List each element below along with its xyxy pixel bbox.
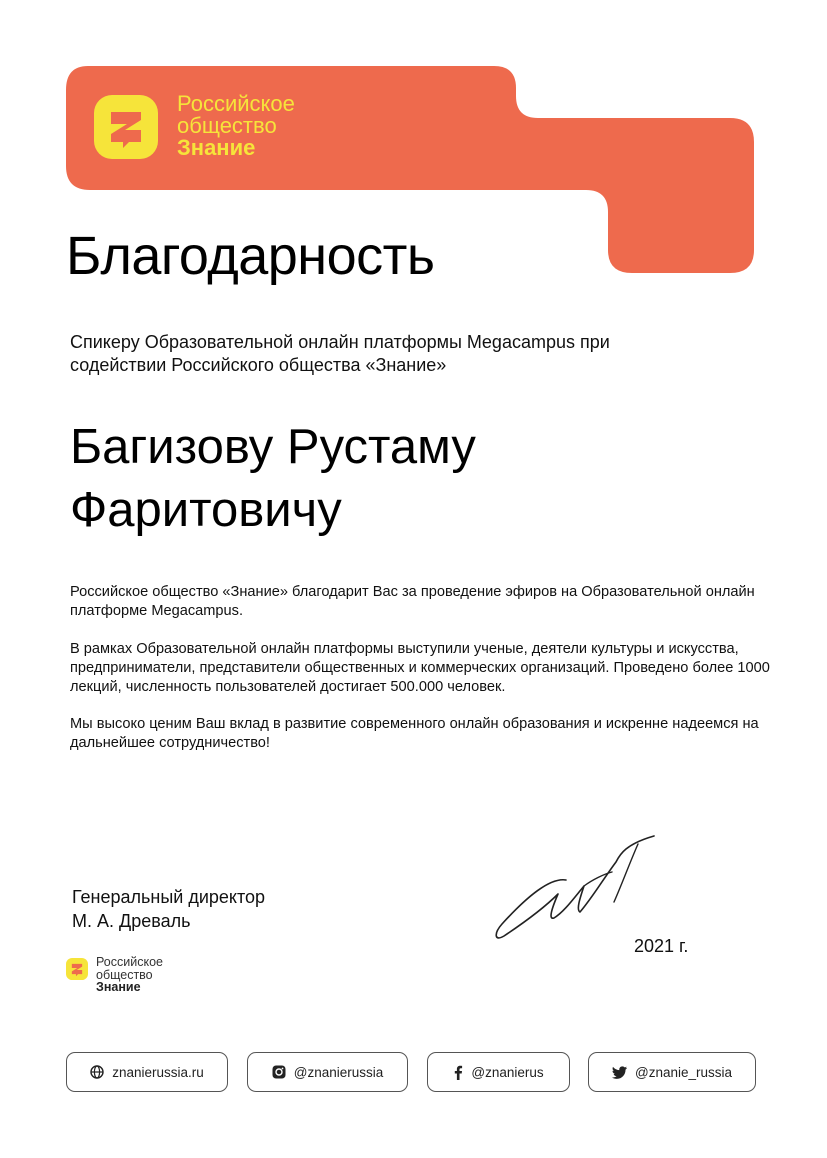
twitter-icon — [612, 1066, 627, 1079]
globe-icon — [90, 1065, 104, 1079]
recipient-name — [70, 416, 476, 542]
recipient-name-line1: Багизову Рустаму — [70, 420, 476, 474]
znanie-logo-icon — [94, 95, 158, 159]
body-paragraph-3: Мы высоко ценим Ваш вклад в развитие современного онлайн образования и искренне надеемся на дальнейшее сотрудничество! — [70, 716, 759, 751]
instagram-link[interactable] — [247, 1052, 408, 1092]
instagram-icon — [272, 1065, 286, 1079]
website-label: znanierussia.ru — [112, 1064, 204, 1080]
footer-logo-icon — [66, 958, 88, 980]
instagram-label: @znanierussia — [293, 1064, 384, 1080]
body-paragraph-1: Российское общество «Знание» благодарит Вас за проведение эфиров на Образовательной онлайн платформе Megacampus. — [70, 584, 755, 619]
org-name-line1: Российское — [177, 91, 295, 116]
facebook-label: @znanierus — [471, 1064, 544, 1080]
document-date: 2021 г. — [634, 936, 689, 956]
footer-org-name — [96, 956, 163, 994]
footer-org-line2: общество — [96, 967, 153, 982]
document-subtitle: Спикеру Образовательной онлайн платформы Megacampus при содействии Российского общества «Знание» — [70, 332, 610, 375]
website-link[interactable] — [66, 1052, 228, 1092]
signatory-name: М. А. Древаль — [72, 911, 191, 931]
signatory-title: Генеральный директор — [72, 887, 266, 907]
body-paragraph-2: В рамках Образовательной онлайн платформы выступили ученые, деятели культуры и искусства, предприниматели, представители общественных и коммерческих организаций. Проведено более 1000 лекций, численность пользователей достигает 500.000 человек. — [70, 641, 770, 695]
recipient-name-line2: Фаритовичу — [70, 483, 342, 537]
facebook-icon — [453, 1065, 463, 1080]
footer-org-line1: Российское — [96, 955, 163, 969]
document-title: Благодарность — [66, 226, 435, 286]
footer-org-line3: Знание — [96, 980, 141, 994]
twitter-link[interactable] — [588, 1052, 756, 1092]
org-name — [177, 93, 295, 159]
facebook-link[interactable] — [427, 1052, 570, 1092]
org-name-line2: общество — [177, 113, 277, 138]
org-name-line3: Знание — [177, 135, 256, 160]
twitter-label: @znanie_russia — [634, 1064, 732, 1080]
handwritten-signature — [488, 832, 663, 947]
